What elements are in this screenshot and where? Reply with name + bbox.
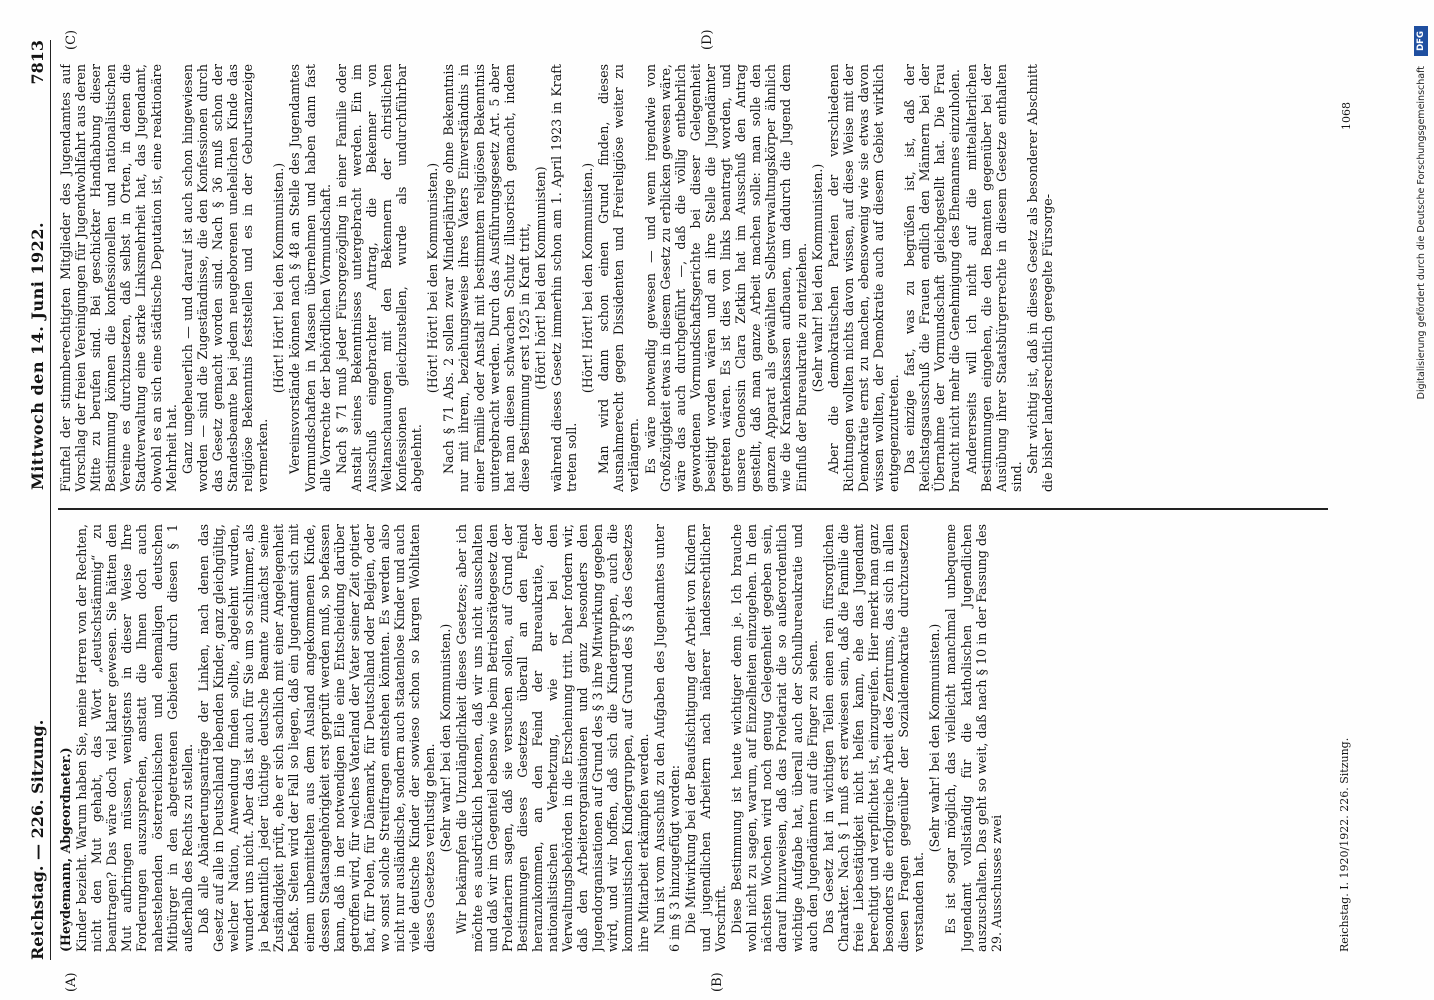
interjection: (Hört! Hört! bei den Kommunisten.) — [425, 162, 441, 394]
interjection: (Hört! hört! bei den Kommunisten) — [532, 166, 548, 390]
paragraph: Kinder bezieht. Warum haben Sie, meine Herren von der Rechten, nicht den Mut gehabt, das Wort „deutschstämmig“ zu beantragen? Das wäre doch viel klarer gewesen. Sie hätten den Mut aufbringen müssen, wenigstens in dieser Weise Ihre Forderungen auszusprechen, anstatt die Ihnen doch auch nahestehenden österreichischen und ehemaligen deutschen Mitbürger in den abgetretenen Gebieten durch diesen § 1 außerhalb des Rechts zu stellen. — [74, 524, 195, 952]
paragraph: Sehr wichtig ist, daß in dieses Gesetz als besonderer Abschnitt die bisher landesrechtlich geregelte Fürsorge- — [1024, 64, 1055, 492]
paragraph: Vereinsvorstände können nach § 48 an Stelle des Jugendamtes Vormundschaften in Massen übernehmen und haben dann fast alle Vorrechte der behördlichen Vormundschaft. — [287, 64, 333, 492]
right-text-column — [58, 64, 1348, 492]
margin-marker-b: (B) — [710, 972, 725, 992]
speaker-label: (Heydemann, Abgeordneter.) — [58, 747, 73, 952]
margin-marker-d: (D) — [700, 29, 715, 50]
paragraph: Das einzige fast, was zu begrüßen ist, ist, daß der Reichstagsausschuß die Frauen endlich den Männern bei der Übernahme der Vormundschaft gleichgestellt hat. Die Frau braucht nicht mehr die Genehmigung des Ehemannes einzuholen. — [902, 64, 963, 492]
interjection: (Hört! Hört! bei den Kommunisten.) — [271, 162, 287, 394]
digitization-notice — [1416, 26, 1430, 976]
paragraph: Nach § 71 Abs. 2 sollen zwar Minderjährige ohne Bekenntnis nur mit ihrem, beziehungsweise ihres Vaters Einverständnis in einer Familie oder Anstalt mit bestimmtem religiösen Bekenntnis untergebracht werden. Durch das Ausführungsgesetz Art. 5 aber hat man diesen schwachen Schutz illusorisch gemacht, indem diese Bestimmung erst 1925 in Kraft tritt, — [441, 64, 532, 492]
paragraph: Nach § 71 muß jeder Fürsorgezögling in einer Familie oder Anstalt seines Bekenntnisses untergebracht werden. Ein im Ausschuß eingebrachter Antrag, die Bekenner von Weltanschauungen mit den Bekennern der christlichen Konfessionen gleichzustellen, wurde als undurchführbar abgelehnt. — [333, 64, 425, 492]
margin-marker-a: (A) — [64, 972, 79, 992]
interjection: (Hört! Hört! bei den Kommunisten.) — [580, 162, 596, 394]
margin-marker-c: (C) — [64, 29, 79, 50]
paragraph: Daß alle Abänderungsanträge der Linken, nach denen das Gesetz auf alle in Deutschland lebenden Kinder, ganz gleichgültig, welcher Nation, Anwendung finden sollte, abgelehnt wurden, wundert uns nicht. Aber das ist auch für Sie um so schlimmer, als ja bekanntlich jeder tüchtige deutsche Beamte zunächst seine Zuständigkeit prüft, ehe er sich sachlich mit einer Angelegenheit befaßt. Selten wird der Fall so liegen, daß ein Jugendamt sich mit einem unbemittelten aus dem Ausland angekommenen Kinde, dessen Staatsangehörigkeit erst geprüft werden muß, so befassen kann, daß in der notwendigen Eile eine Entscheidung darüber getroffen wird, für welches Vaterland der Vater seiner Zeit optiert hat, für Polen, für Dänemark, für Deutschland oder Belgien, oder wo sonst solche Streitfragen entstehen könnten. Es werden also nicht nur ausländische, sondern auch staatenlose Kinder und auch viele deutsche Kinder der sowieso schon so kargen Wohltaten dieses Gesetzes verlustig gehen. — [195, 524, 438, 952]
header-date: Mittwoch den 14. Juni 1922. — [28, 221, 47, 490]
paragraph: Wir bekämpfen die Unzulänglichkeit dieses Gesetzes; aber ich möchte es ausdrücklich betonen, daß wir uns nicht ausschalten und daß wir im Gegenteil ebenso wie beim Betriebsrätegesetz den Proletariern sagen, daß sie versuchen sollen, auf Grund der Bestimmungen dieses Gesetzes überall an den Feind heranzukommen, an den Feind der Bureaukratie, der nationalistischen Verhetzung, wie er bei den Verwaltungsbehörden in die Erscheinung tritt. Daher fordern wir, daß den Arbeiterorganisationen und ganz besonders den Jugendorganisationen auf Grund des § 3 ihre Mitwirkung gegeben wird, und wir hoffen, daß sich die Kindergruppen, auch die kommunistischen Kindergruppen, auf Grund des § 3 des Gesetzes ihre Mitarbeit erkämpfen werden. — [454, 524, 651, 952]
paragraph: Es ist sogar möglich, das vielleicht manchmal unbequeme Jugendamt vollständig für die katholischen Jugendlichen auszuschalten. Das geht so weit, daß nach § 10 in der Fassung des 29. Ausschusses zwei — [943, 524, 1004, 952]
interjection: (Sehr wahr! bei den Kommunisten.) — [809, 163, 825, 393]
paragraph: Das Gesetz hat in wichtigen Teilen einen rein fürsorglichen Charakter. Nach § 1 muß erst erwiesen sein, daß die Familie die freie Liebestätigkeit nicht helfen kann, ehe das Jugendamt berechtigt und verpflichtet ist, einzugreifen. Hier merkt man ganz besonders die erfolgreiche Arbeit des Zentrums, das sich in allen diesen Fragen gegenüber der Sozialdemokratie durchzusetzen verstanden hat. — [820, 524, 927, 952]
footer-page-code: 1068 — [1340, 102, 1353, 130]
paragraph: Fünftel der stimmberechtigten Mitglieder des Jugendamtes auf Vorschlag der freien Vereinigungen für Jugendwohlfahrt aus deren Mitte zu berufen sind. Bei geschickter Handhabung dieser Bestimmung können die konfessionellen und nationalistischen Vereine es durchzusetzen, daß selbst in Orten, in denen die Stadtverwaltung eine starke Linksmehrheit hat, das Jugendamt, obwohl es an sich eine städtische Deputation ist, eine reaktionäre Mehrheit hat. — [58, 64, 179, 492]
paragraph: Die Mitwirkung bei der Beaufsichtigung der Arbeit von Kindern und jugendlichen Arbeitern nach näherer landesrechtlicher Vorschrift. — [682, 524, 729, 952]
paragraph: Ganz ungeheuerlich — und darauf ist auch schon hingewiesen worden — sind die Zugeständnisse, die den Konfessionen durch das Gesetz gemacht worden sind. Nach § 36 muß schon der Standesbeamte bei jedem neugeborenen unehelichen Kinde das religiöse Bekenntnis feststellen und es in der Geburtsanzeige vermerken. — [179, 64, 271, 492]
paragraph: Andererseits will ich nicht auf die mittelalterlichen Bestimmungen eingehen, die den Beamten gegenüber bei der Ausübung ihrer Staatsbürgerrechte in diesem Gesetze enthalten sind. — [963, 64, 1024, 492]
paragraph: Diese Bestimmung ist heute wichtiger denn je. Ich brauche wohl nicht zu sagen, warum, auf Einzelheiten einzugehen. In den nächsten Wochen wird noch genug Gelegenheit gegeben sein, darauf hinzuweisen, daß das Proletariat die so außerordentlich wichtige Aufgabe hat, überall auch der Schulbureaukratie und auch den Jugendämtern auf die Finger zu sehen. — [729, 524, 820, 952]
column-divider — [58, 509, 1328, 511]
paragraph: Aber die demokratischen Parteien der verschiedenen Richtungen wollten nichts davon wissen, auf diese Weise mit der Demokratie ernst zu machen, ebensowenig wie sie etwas davon wissen wollten, der Demokratie auch auf diesem Gebiet wirklich entgegenzutreten. — [825, 64, 902, 492]
footer-left: Reichstag. I. 1920/1922. 226. Sitzung. — [1338, 737, 1351, 952]
paragraph: Man wird dann schon einen Grund finden, dieses Ausnahmerecht gegen Dissidenten und Freireligiöse weiter zu verlängern. — [596, 64, 642, 492]
digitization-text: Digitalisierung gefördert durch die Deutsche Forschungsgemeinschaft — [1416, 66, 1427, 400]
paragraph: während dieses Gesetz immerhin schon am 1. April 1923 in Kraft treten soll. — [549, 64, 580, 492]
interjection: (Sehr wahr! bei den Kommunisten.) — [927, 623, 943, 853]
page-header — [28, 40, 51, 960]
page-number: 7813 — [28, 40, 47, 85]
paragraph: Nun ist vom Ausschuß zu den Aufgaben des Jugendamtes unter 6 im § 3 hinzugefügt worden: — [651, 524, 682, 952]
paragraph: Es wäre notwendig gewesen — und wenn irgendwie von Großzügigkeit etwas in diesem Gesetz zu erblicken gewesen wäre, wäre das auch durchgeführt —, daß die völlig entbehrlich gewordenen Vormundschaftsgerichte bei dieser Gelegenheit beseitigt worden wären und an ihre Stelle die Jugendämter getreten wären. Es ist dies von links beantragt worden, und unsere Genossin Clara Zetkin hat im Ausschuß den Antrag gestellt, daß man ganze Arbeit machen solle: man solle den ganzen Apparat als gewählten Selbstverwaltungskörper ähnlich wie die Krankenkassen aufbauen, um dadurch die Jugend dem Einfluß der Bureaukratie zu entziehen. — [642, 64, 809, 492]
header-session: Reichstag. — 226. Sitzung. — [28, 719, 47, 960]
interjection: (Sehr wahr! bei den Kommunisten.) — [438, 623, 454, 853]
left-text-column — [58, 524, 1348, 952]
dfg-logo: DFG — [1414, 26, 1428, 56]
